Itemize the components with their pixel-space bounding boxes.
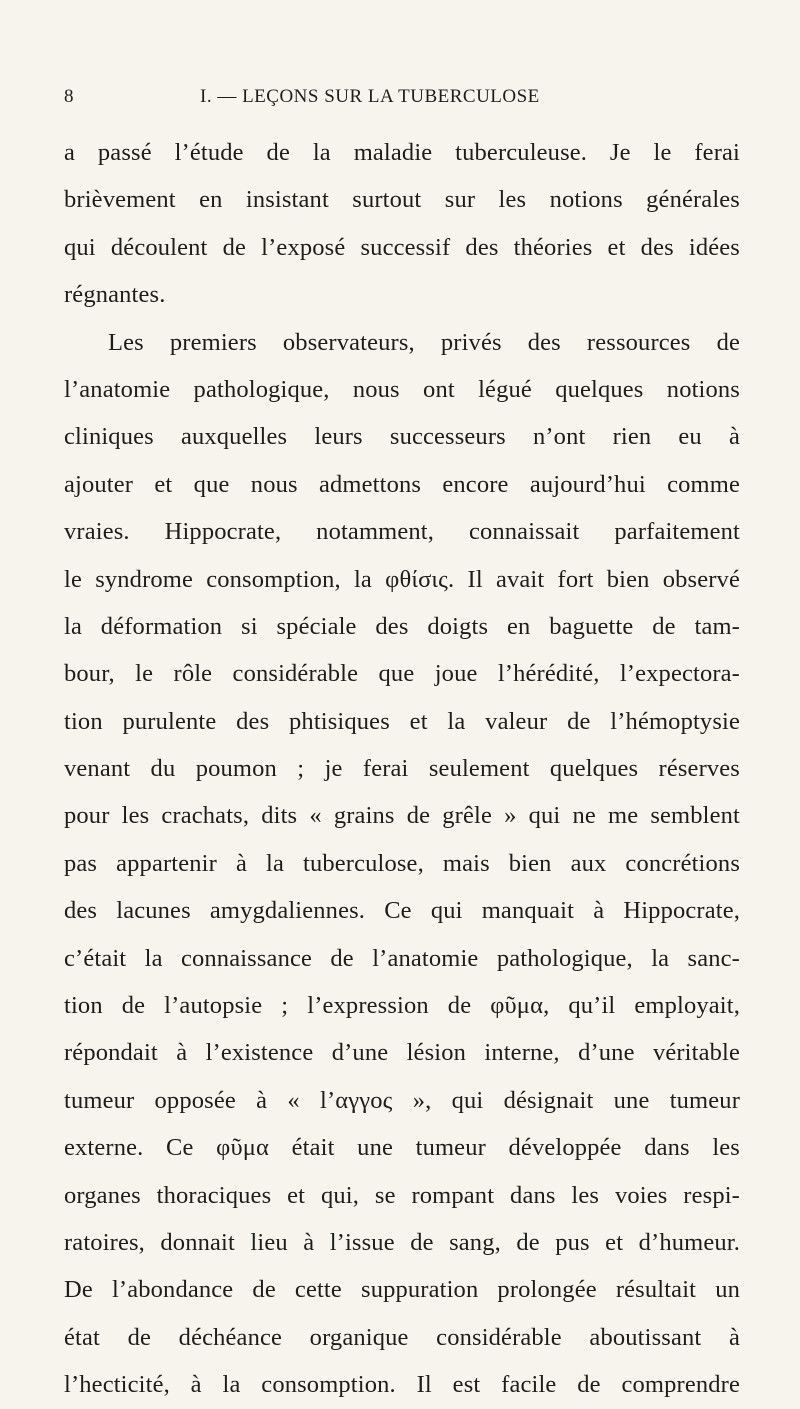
text-line: répondait à l’existence d’une lésion interne, d’une véritable: [64, 1039, 740, 1067]
text-line: brièvement en insistant surtout sur les notions générales: [64, 186, 740, 214]
text-line: c’était la connaissance de l’anatomie pathologique, la sanc-: [64, 944, 740, 972]
text-line: tumeur opposée à « l’αγγος », qui désignait une tumeur: [64, 1086, 740, 1114]
text-line: ratoires, donnait lieu à l’issue de sang, de pus et d’humeur.: [64, 1228, 740, 1256]
text-line: ajouter et que nous admettons encore aujourd’hui comme: [64, 470, 740, 498]
running-title: I. — LEÇONS SUR LA TUBERCULOSE: [200, 86, 540, 107]
text-line: l’hecticité, à la consomption. Il est facile de comprendre: [64, 1371, 740, 1399]
body-text: [64, 129, 740, 1409]
text-line: Les premiers observateurs, privés des ressources de: [108, 328, 740, 356]
text-line: venant du poumon ; je ferai seulement quelques réserves: [64, 755, 740, 783]
text-line: pour les crachats, dits « grains de grêle » qui ne me semblent: [64, 802, 740, 830]
text-line: cliniques auxquelles leurs successeurs n’ont rien eu à: [64, 423, 740, 451]
text-line: externe. Ce φῦμα était une tumeur développée dans les: [64, 1134, 740, 1162]
text-line: a passé l’étude de la maladie tuberculeuse. Je le ferai: [64, 139, 740, 166]
running-head: [64, 86, 740, 114]
text-line: l’anatomie pathologique, nous ont légué quelques notions: [64, 375, 740, 403]
text-line: pas appartenir à la tuberculose, mais bien aux concrétions: [64, 849, 740, 877]
text-line: organes thoraciques et qui, se rompant dans les voies respi-: [64, 1181, 740, 1209]
text-line: tion de l’autopsie ; l’expression de φῦμα, qu’il employait,: [64, 992, 740, 1020]
text-line: bour, le rôle considérable que joue l’hérédité, l’expectora-: [64, 660, 740, 688]
text-line: tion purulente des phtisiques et la valeur de l’hémoptysie: [64, 707, 740, 735]
text-line: le syndrome consomption, la φθίσις. Il avait fort bien observé: [64, 565, 740, 593]
text-line: état de déchéance organique considérable aboutissant à: [64, 1323, 740, 1351]
text-line: régnantes.: [64, 281, 166, 309]
page-number: 8: [64, 86, 74, 107]
text-line: vraies. Hippocrate, notamment, connaissait parfaitement: [64, 518, 740, 546]
text-line: la déformation si spéciale des doigts en baguette de tam-: [64, 612, 740, 640]
text-line: qui découlent de l’exposé successif des théories et des idées: [64, 233, 740, 261]
text-line: De l’abondance de cette suppuration prolongée résultait un: [64, 1276, 740, 1304]
text-line: des lacunes amygdaliennes. Ce qui manquait à Hippocrate,: [64, 897, 740, 925]
